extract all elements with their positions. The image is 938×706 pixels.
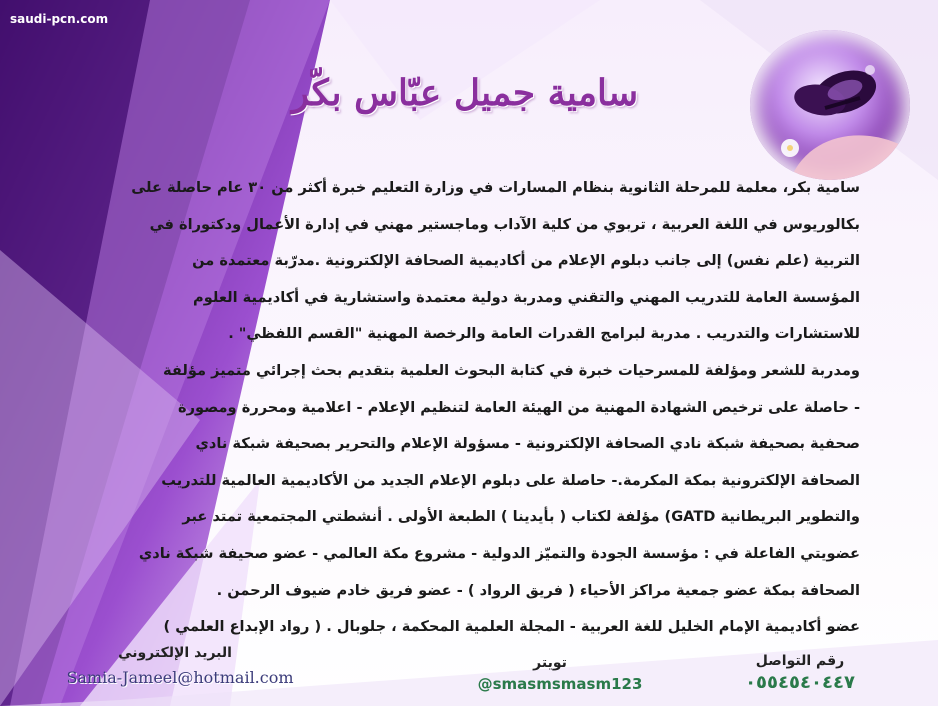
bio-line: عضو أكاديمية الإمام الخليل للغة العربية - المجلة العلمية المحكمة ، جلوبال . ( رواد الإبداع العلمي ) — [163, 618, 860, 636]
bio-line: - حاصلة على ترخيص الشهادة المهنية من الهيئة العامة لتنظيم الإعلام - اعلامية ومحررة ومصورة — [177, 398, 860, 416]
email-label: البريد الإلكتروني — [118, 645, 232, 661]
bio-line: ومدربة للشعر ومؤلفة للمسرحيات خبرة في كتابة البحوث العلمية بتقديم بحث إجرائي متميز مؤلفة — [163, 361, 860, 379]
bio-line: والتطوير البريطانية GATD) مؤلفة لكتاب ( بأيدينا ) الطبعة الأولى . أنشطتي المجتمعية تمتد عبر — [182, 508, 860, 526]
twitter-handle-link[interactable]: @smasmsmasm123 — [477, 675, 643, 693]
biography — [128, 170, 860, 646]
watermark: saudi-pcn.com — [10, 12, 109, 26]
bio-line: الصحافة بمكة عضو جمعية مراكز الأحياء ( فريق الرواد ) - عضو فريق خادم ضيوف الرحمن . — [216, 581, 860, 599]
butterfly-icon — [750, 30, 910, 180]
butterfly-photo — [750, 30, 910, 180]
bio-line: الصحافة الإلكترونية بمكة المكرمة.- حاصلة على دبلوم الإعلام الجديد من الأكاديمية العالمية للتدريب — [161, 471, 860, 489]
email-link[interactable]: Samia-Jameel@hotmail.com — [66, 668, 294, 687]
twitter-label: تويتر — [533, 655, 567, 671]
bio-line: صحفية بصحيفة شبكة نادي الصحافة الإلكترونية - مسؤولة الإعلام والتحرير بصحيفة شبكة نادي — [195, 435, 860, 453]
phone-number[interactable]: ٠٥٥٤٥٤٠٤٤٧ — [745, 672, 855, 693]
bio-line: المؤسسة العامة للتدريب المهني والتقني ومدربة دولية معتمدة واستشارية في أكاديمية العلوم — [193, 288, 860, 306]
bio-line: للاستشارات والتدريب . مدربة لبرامج القدرات العامة والرخصة المهنية "القسم اللفظي" . — [228, 325, 860, 343]
bio-line: سامية بكر، معلمة للمرحلة الثانوية بنظام المسارات في وزارة التعليم خبرة أكثر من ٣٠ عام حاصلة على — [131, 179, 860, 196]
bio-line: بكالوريوس في اللغة العربية ، تربوي من كلية الآداب وماجستير مهني في إدارة الأعمال ودكتوراة في — [149, 215, 860, 233]
page-title: سامية جميل عبّاس بكّر — [291, 72, 639, 114]
bio-line: التربية (علم نفس) إلى جانب دبلوم الإعلام من أكاديمية الصحافة الإلكترونية .مدرّبة معتمدة من — [192, 252, 860, 270]
phone-label: رقم التواصل — [755, 653, 845, 669]
bio-line: عضويتي الفاعلة في : مؤسسة الجودة والتميّز الدولية - مشروع مكة العالمي - عضو صحيفة شبكة نادي — [138, 544, 860, 562]
